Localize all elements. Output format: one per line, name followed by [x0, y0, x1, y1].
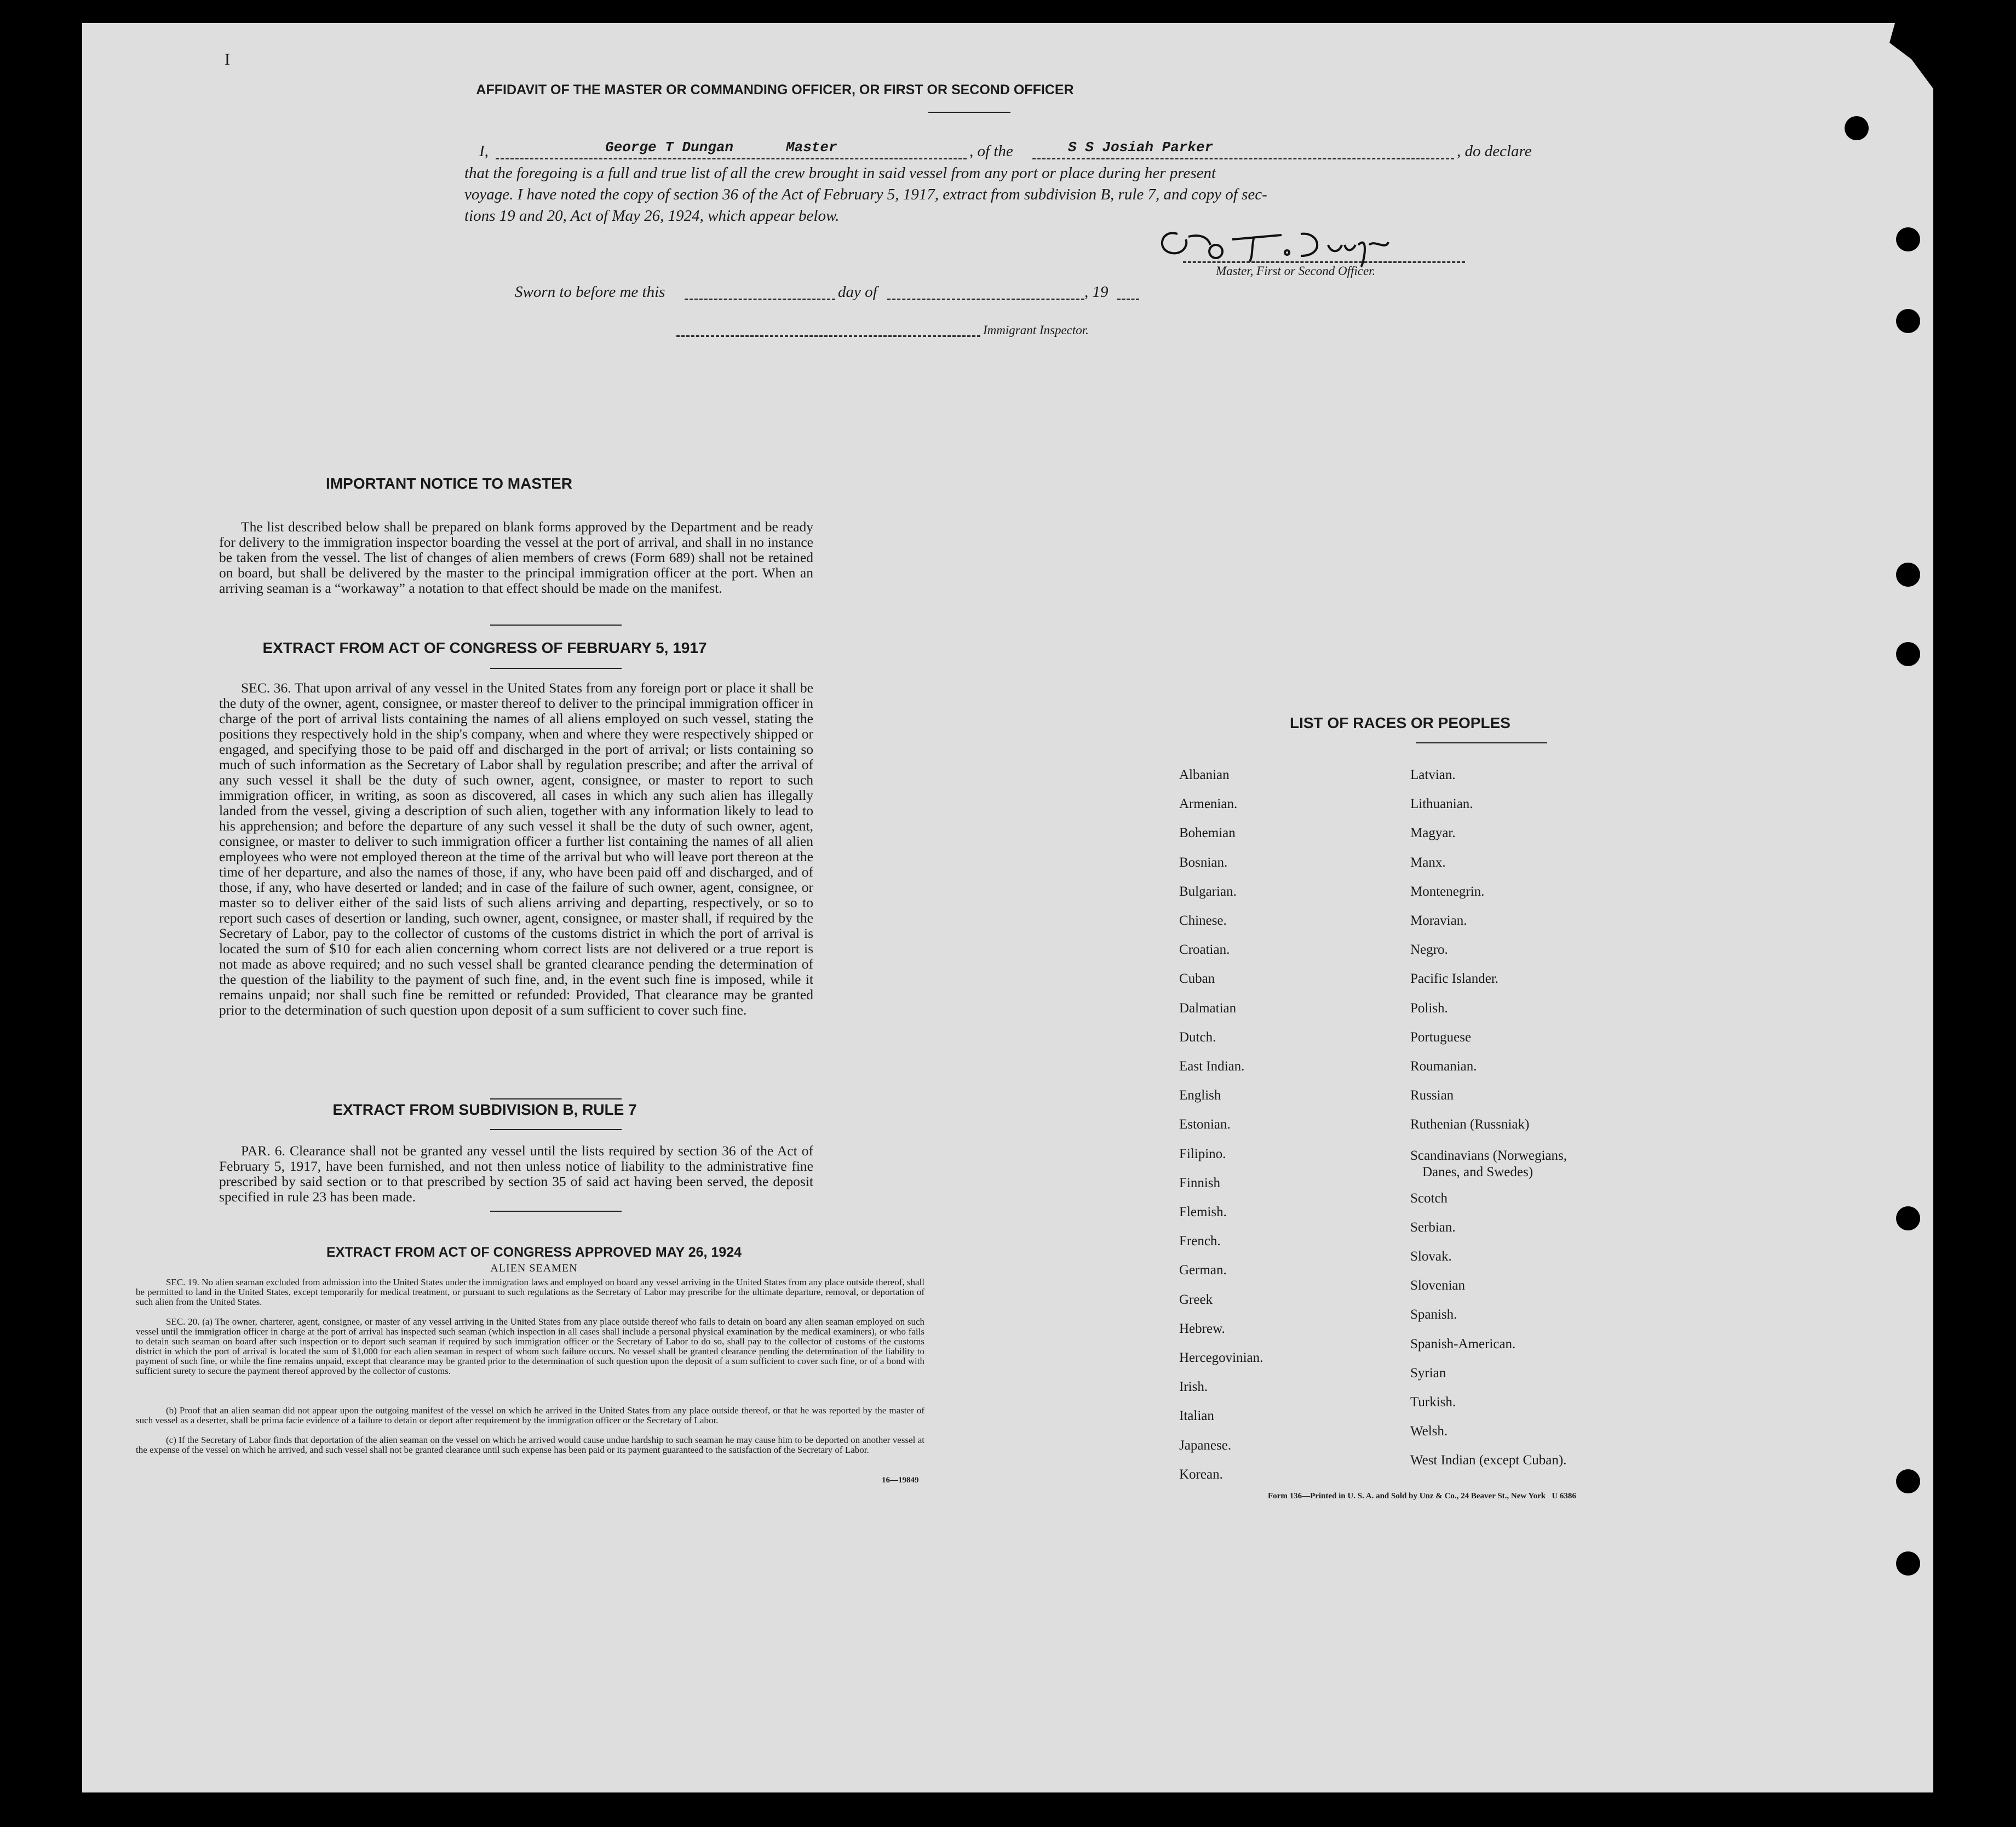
race-item: Albanian	[1179, 768, 1230, 782]
extract-1917-body: SEC. 36. That upon arrival of any vessel in the United States from any foreign port or place it shall be the duty of the owner, agent, consignee, or master thereof to deliver to the principal immigration officer in charge of the port of arrival lists containing the names of all aliens employed on such vessel, stating the positions they respectively hold in the ship's company, when and where they were respectively shipped or engaged, and specifying those to be paid off and discharged in the port of arrival; or lists containing so much of such information as the Secretary of Labor shall by regulation prescribe; and after the arrival of any such vessel it shall be the duty of such owner, agent, consignee, or master to report to such immigration officer, in writing, as soon as discovered, all cases in which any such alien has illegally landed from the vessel, giving a description of such alien, together with any information likely to lead to his apprehension; and before the departure of any such vessel it shall be the duty of such owner, agent, consignee, or master to deliver to such immigration officer a further list containing the names of all alien employees who were not employed thereon at the time of the arrival but who will leave port thereon at the time of her departure, and also the names of those, if any, who have been paid off and discharged, and of those, if any, who have deserted or landed; and in case of the failure of such owner, agent, consignee, or master so to deliver either of the said lists of such aliens arriving and departing, respectively, or so to report such cases of desertion or landing, such owner, agent, consignee, or master shall, if required by the Secretary of Labor, pay to the collector of customs of the customs district in which the port of arrival is located the sum of $10 for each alien concerning whom correct lists are not delivered or a true report is not made as above required; and no such vessel shall be granted clearance pending the determination of the question of the liability to the payment of such fine, and, in the event such fine is imposed, while it remains unpaid; nor shall such fine be remitted or refunded: Provided, That clearance may be granted prior to the determination of such question upon deposit of a sum sufficient to cover such fine.	[219, 680, 813, 1018]
declaration-line-2: that the foregoing is a full and true list of all the crew brought in said vessel from any port or place during her present	[464, 164, 1216, 182]
race-item: Roumanian.	[1410, 1059, 1477, 1074]
race-item: Filipino.	[1179, 1146, 1226, 1161]
punch-hole	[1896, 1551, 1920, 1576]
race-item: Bohemian	[1179, 826, 1236, 841]
inspector-signature-line	[676, 335, 980, 337]
punch-hole	[1896, 642, 1920, 666]
race-item: Dalmatian	[1179, 1000, 1237, 1016]
race-item: Japanese.	[1179, 1437, 1232, 1453]
divider	[490, 668, 622, 669]
race-item: Syrian	[1410, 1365, 1446, 1381]
vessel-name-field: S S Josiah Parker	[1068, 139, 1214, 156]
race-item: Hebrew.	[1179, 1321, 1225, 1336]
race-item: Montenegrin.	[1410, 884, 1485, 899]
section-20c-text: (c) If the Secretary of Labor finds that deportation of the alien seaman on the vessel on which he arrived would cause undue hardship to such seaman he may cause him to be deported on another vessel at the expense of the vessel on which he arrived, and such vessel shall not be granted clearance until such expense has been paid or its payment guaranteed to the satisfaction of the Secretary of Labor.	[136, 1435, 924, 1455]
rule-7-title: EXTRACT FROM SUBDIVISION B, RULE 7	[332, 1101, 637, 1118]
race-item: Italian	[1179, 1408, 1214, 1424]
race-item: Ruthenian (Russniak)	[1410, 1117, 1530, 1132]
notice-body: The list described below shall be prepared on blank forms approved by the Department and be ready for delivery to the immigration inspector boarding the vessel at the port of arrival, and shall in no instance be taken from the vessel. The list of changes of alien members of crews (Form 689) shall not be retained on board, but shall be delivered by the master to the principal immigration officer at the port. When an arriving seaman is a “workaway” a notation to that effect should be made on the manifest.	[219, 519, 813, 596]
torn-corner	[1879, 23, 1933, 89]
race-item: Russian	[1410, 1088, 1454, 1103]
race-item: Turkish.	[1410, 1395, 1456, 1410]
race-item: Scotch	[1410, 1190, 1448, 1206]
corner-mark: I	[225, 50, 230, 68]
declaration-line-4: tions 19 and 20, Act of May 26, 1924, which appear below.	[464, 207, 840, 225]
race-item: Croatian.	[1179, 942, 1230, 958]
punch-hole	[1896, 563, 1920, 587]
race-item: Danes, and Swedes)	[1422, 1164, 1533, 1179]
sworn-line: Sworn to before me this day of , 19	[515, 283, 1282, 305]
officer-signature	[1156, 212, 1391, 272]
race-item: Greek	[1179, 1292, 1213, 1307]
race-item: Scandinavians (Norwegians,	[1410, 1148, 1567, 1163]
race-item: Irish.	[1179, 1379, 1208, 1395]
race-item: Portuguese	[1410, 1029, 1472, 1045]
race-item: English	[1179, 1088, 1221, 1103]
race-item: Flemish.	[1179, 1205, 1227, 1220]
race-item: Moravian.	[1410, 913, 1467, 929]
race-item: Chinese.	[1179, 913, 1227, 929]
form-footer: Form 136—Printed in U. S. A. and Sold by Unz & Co., 24 Beaver St., New York U 6386	[1268, 1492, 1576, 1500]
race-item: Korean.	[1179, 1467, 1223, 1482]
punch-hole	[1845, 116, 1869, 140]
signature-caption: Master, First or Second Officer.	[1216, 264, 1376, 278]
race-item: Manx.	[1410, 855, 1446, 870]
divider	[1416, 742, 1547, 743]
affidavit-title: AFFIDAVIT OF THE MASTER OR COMMANDING OFFICER, OR FIRST OR SECOND OFFICER	[476, 82, 1074, 98]
divider	[490, 1129, 622, 1130]
race-item: Spanish.	[1410, 1307, 1457, 1322]
race-item: Bosnian.	[1179, 855, 1228, 870]
race-item: Bulgarian.	[1179, 884, 1237, 899]
race-item: Serbian.	[1410, 1219, 1456, 1235]
races-column-1	[1179, 760, 1263, 1489]
race-item: Latvian.	[1410, 768, 1456, 782]
race-item: Armenian.	[1179, 797, 1238, 812]
race-item: German.	[1179, 1263, 1227, 1278]
punch-hole	[1896, 309, 1920, 333]
extract-1917-title: EXTRACT FROM ACT OF CONGRESS OF FEBRUARY 5, 1917	[262, 639, 707, 656]
race-item: West Indian (except Cuban).	[1410, 1453, 1567, 1468]
race-item: Spanish-American.	[1410, 1336, 1516, 1351]
race-item: Slovak.	[1410, 1249, 1452, 1264]
race-item: Finnish	[1179, 1175, 1221, 1190]
extract-1924-title: EXTRACT FROM ACT OF CONGRESS APPROVED MAY 26, 1924	[326, 1245, 742, 1260]
signature-line	[1183, 261, 1465, 263]
document-sheet	[82, 23, 1933, 1792]
race-item: Lithuanian.	[1410, 797, 1473, 812]
race-item: Welsh.	[1410, 1424, 1448, 1439]
section-20a-text: SEC. 20. (a) The owner, charterer, agent, consignee, or master of any vessel arriving in the United States from any place outside thereof who fails to detain on board any alien seaman employed on such vessel until the immigration officer in charge at the port of arrival has inspected such seaman (which inspection in all cases shall include a personal physical examination by the medical examiners), or who fails to detain such seaman on board after such inspection or to deport such seaman if required by such immigration officer or the Secretary of Labor to do so, shall pay to the collector of customs of the customs district in which the port of arrival is located the sum of $1,000 for each alien seaman in respect of whom such failure occurs. No vessel shall be granted clearance pending the determination of the liability to payment of such fine, or while the fine remains unpaid, except that clearance may be granted prior to the determination of such question upon the deposit of a sum sufficient to cover such fine, or of a bond with sufficient surety to secure the payment thereof approved by the collector of customs.	[136, 1316, 924, 1376]
inspector-label: Immigrant Inspector.	[983, 323, 1089, 337]
declaration-line-1: I, George T Dungan Master , of the S S Josiah Parker , do declare	[479, 139, 1532, 160]
race-item: Slovenian	[1410, 1278, 1465, 1293]
race-item: Cuban	[1179, 971, 1215, 987]
officer-title-field: Master	[786, 139, 837, 156]
race-item: Hercegovinian.	[1179, 1350, 1263, 1366]
divider	[490, 1098, 622, 1099]
rule-7-body: PAR. 6. Clearance shall not be granted any vessel until the lists required by section 36 of the Act of February 5, 1917, have been furnished, and not then unless notice of liability to the administrative fine prescribed by said section or to that prescribed by section 35 of said act having been served, the deposit specified in rule 23 has been made.	[219, 1143, 813, 1205]
punch-hole	[1896, 1469, 1920, 1493]
divider	[490, 1211, 622, 1212]
title-underline	[928, 112, 1010, 113]
extract-1924-subtitle: ALIEN SEAMEN	[490, 1262, 578, 1274]
race-item: Estonian.	[1179, 1117, 1231, 1132]
notice-title: IMPORTANT NOTICE TO MASTER	[325, 475, 573, 492]
print-code: 16—19849	[882, 1476, 919, 1485]
race-item: Pacific Islander.	[1410, 971, 1499, 987]
punch-hole	[1896, 1206, 1920, 1230]
officer-name-field: George T Dungan	[605, 139, 734, 156]
race-item: Polish.	[1410, 1000, 1448, 1016]
race-item: Dutch.	[1179, 1029, 1216, 1045]
divider	[490, 625, 622, 626]
race-item: Negro.	[1410, 942, 1448, 958]
races-title: LIST OF RACES OR PEOPLES	[1290, 714, 1510, 731]
declaration-line-3: voyage. I have noted the copy of section 36 of the Act of February 5, 1917, extract from subdivision B, rule 7, and copy of sec-	[464, 186, 1267, 203]
section-20b-text: (b) Proof that an alien seaman did not appear upon the outgoing manifest of the vessel on which he arrived in the United States from any place outside thereof, or that he was reported by the master of such vessel as a deserter, shall be prima facie evidence of a failure to detain or deport after requirement by the immigration officer or the Secretary of Labor.	[136, 1405, 924, 1425]
race-item: East Indian.	[1179, 1059, 1245, 1074]
punch-hole	[1896, 227, 1920, 251]
race-item: Magyar.	[1410, 826, 1456, 841]
races-column-2	[1410, 760, 1567, 1475]
section-19-text: SEC. 19. No alien seaman excluded from admission into the United States under the immigration laws and employed on board any vessel arriving in the United States from any place outside thereof, shall be permitted to land in the United States, except temporarily for medical treatment, or pursuant to such regulations as the Secretary of Labor may prescribe for the ultimate departure, removal, or deportation of such alien from the United States.	[136, 1277, 924, 1307]
race-item: French.	[1179, 1234, 1221, 1249]
